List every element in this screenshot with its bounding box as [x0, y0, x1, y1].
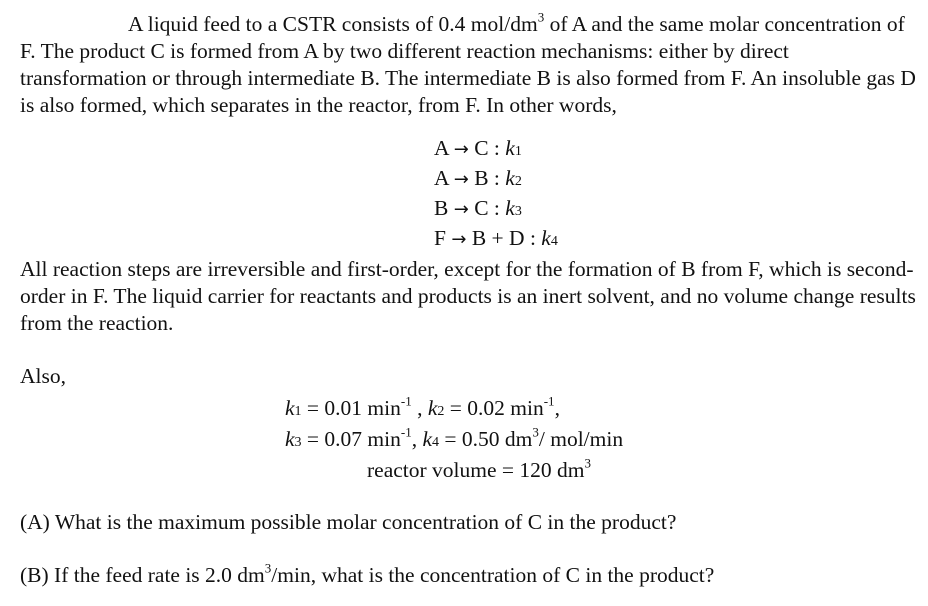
separator: ,: [411, 396, 428, 420]
unit-exponent: -1: [400, 393, 412, 409]
arrow-icon: →: [453, 199, 469, 220]
intro-text-1: A liquid feed to a CSTR consists of 0.4 mol/dm: [128, 12, 538, 36]
k-subscript: 1: [294, 404, 302, 419]
rate-subscript: 3: [514, 204, 522, 219]
k2-value: = 0.02 min: [444, 396, 544, 420]
k4-unit: / mol/min: [538, 427, 624, 451]
product: B: [474, 166, 489, 190]
product: C: [474, 136, 489, 160]
reactant: B: [434, 196, 449, 220]
question-b: [20, 562, 714, 589]
arrow-icon: →: [451, 229, 467, 250]
param-line-2: [285, 424, 623, 455]
parameter-block: [285, 393, 623, 486]
cube-exponent: 3: [537, 9, 545, 25]
separator: ,: [411, 427, 423, 451]
colon: :: [488, 166, 506, 190]
reaction-list: [434, 133, 558, 253]
colon: :: [488, 136, 506, 160]
k-subscript: 3: [294, 435, 302, 450]
reactant: A: [434, 166, 449, 190]
param-line-1: [285, 393, 623, 424]
intro-paragraph: [20, 11, 920, 119]
k-symbol: k: [427, 396, 438, 420]
separator: ,: [554, 396, 560, 420]
arrow-icon: →: [453, 139, 469, 160]
unit-exponent: -1: [543, 393, 555, 409]
rate-subscript: 1: [514, 144, 522, 159]
reactant: A: [434, 136, 449, 160]
k-symbol: k: [422, 427, 433, 451]
conditions-paragraph: All reaction steps are irreversible and first-order, except for the formation of B from F, which is second-order in F. The liquid carrier for reactants and products is an inert solvent, and no volume change results from the reaction.: [20, 257, 916, 335]
intro-text-2: of A and the same molar concentration of F. The product C is formed from A by two different reaction mechanisms: either by direct transformation or through intermediate B. The intermediate B is also formed from F. An insoluble gas D is also formed, which separates in the reactor, from F. In other words,: [20, 12, 916, 117]
product: B + D: [471, 226, 525, 250]
k3-value: = 0.07 min: [301, 427, 401, 451]
rate-constant: k: [505, 196, 515, 220]
unit-exponent: 3: [532, 424, 539, 440]
param-line-3: [285, 455, 623, 486]
arrow-icon: →: [453, 169, 469, 190]
rate-constant: k: [541, 226, 551, 250]
k4-value: = 0.50 dm: [439, 427, 533, 451]
unit-exponent: 3: [584, 455, 592, 471]
k-subscript: 2: [437, 404, 445, 419]
question-b-text-1: (B) If the feed rate is 2.0 dm: [20, 563, 265, 587]
rate-constant: k: [505, 166, 515, 190]
product: C: [474, 196, 489, 220]
rate-subscript: 4: [550, 234, 558, 249]
rate-subscript: 2: [514, 174, 522, 189]
k-subscript: 4: [432, 435, 440, 450]
k1-value: = 0.01 min: [301, 396, 401, 420]
colon: :: [524, 226, 542, 250]
colon: :: [488, 196, 506, 220]
reaction-4: [434, 223, 558, 253]
also-label: Also,: [20, 364, 66, 388]
reaction-2: [434, 163, 558, 193]
unit-exponent: -1: [400, 424, 412, 440]
k-symbol: k: [285, 427, 295, 451]
question-a: (A) What is the maximum possible molar concentration of C in the product?: [20, 510, 677, 534]
reaction-3: [434, 193, 558, 223]
reactor-volume: reactor volume = 120 dm: [367, 458, 585, 482]
reactant: F: [434, 226, 446, 250]
rate-constant: k: [505, 136, 515, 160]
k-symbol: k: [285, 396, 295, 420]
cube-exponent: 3: [264, 560, 272, 576]
reaction-1: [434, 133, 558, 163]
question-b-text-2: /min, what is the concentration of C in the product?: [271, 563, 715, 587]
